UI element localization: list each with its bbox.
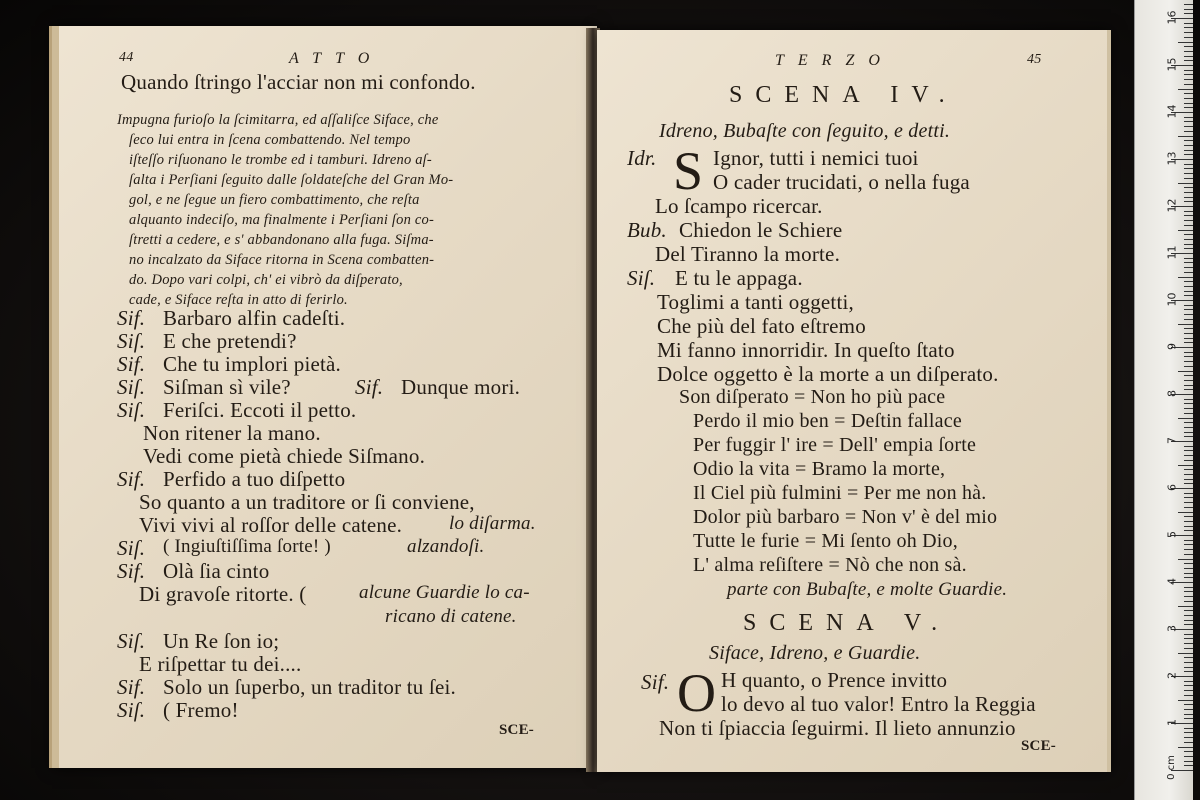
ruler-tick: [1184, 234, 1193, 235]
ruler-number: 8: [1165, 390, 1179, 397]
ruler-tick: [1184, 305, 1193, 306]
drop-cap: S: [673, 141, 704, 201]
dialogue-line: Del Tiranno la morte.: [655, 242, 841, 266]
ruler-number: 4: [1165, 578, 1179, 585]
ruler-tick: [1184, 728, 1193, 729]
ruler-tick: [1184, 681, 1193, 682]
ruler-tick: [1178, 89, 1193, 90]
dialogue-line: Toglimi a tanti oggetti,: [657, 290, 854, 314]
ruler-tick: [1184, 295, 1193, 296]
ruler-tick: [1184, 286, 1193, 287]
ruler-tick: [1184, 4, 1193, 5]
stage-direction-line: ſalta i Perſiani ſeguito dalle ſoldateſche del Gran Mo-: [129, 172, 454, 188]
speaker-tag: Sif.: [117, 559, 146, 583]
dialogue-line: O cader trucidati, o nella fuga: [713, 170, 970, 194]
ruler-tick: [1184, 328, 1193, 329]
dialogue-line: Mi fanno innorridir. In queſto ſtato: [657, 338, 955, 362]
speaker-tag: Siſ.: [117, 629, 146, 653]
stage-direction: ricano di catene.: [385, 606, 517, 627]
ruler-tick: [1184, 732, 1193, 733]
ruler-tick: [1184, 93, 1193, 94]
ruler-tick: [1184, 638, 1193, 639]
ruler-tick: [1184, 469, 1193, 470]
ruler-tick: [1184, 27, 1193, 28]
speaker-tag: Bub.: [627, 218, 667, 242]
catchword-right: SCE-: [1021, 738, 1056, 754]
ruler-tick: [1178, 277, 1193, 278]
ruler-tick: [1184, 460, 1193, 461]
stage-direction-line: no incalzato da Siface ritorna in Scena combatten-: [129, 252, 435, 268]
ruler-tick: [1184, 704, 1193, 705]
ruler-tick: [1184, 624, 1193, 625]
ruler-tick: [1184, 150, 1193, 151]
ruler-tick: [1184, 577, 1193, 578]
ruler-tick: [1178, 230, 1193, 231]
dialogue-line: Vivi vivi al roſſor delle catene.: [139, 513, 403, 537]
ruler-tick: [1184, 403, 1193, 404]
ruler-tick: [1184, 413, 1193, 414]
ruler-tick: [1184, 450, 1193, 451]
ruler-tick: [1184, 751, 1193, 752]
speaker-tag: Sif.: [117, 675, 146, 699]
dialogue-line: Olà ſia cinto: [163, 559, 270, 583]
right-page: [597, 30, 1111, 772]
ruler-tick: [1184, 615, 1193, 616]
ruler-tick: [1184, 427, 1193, 428]
scene-cast: Siface, Idreno, e Guardie.: [709, 642, 921, 664]
stage-direction-line: ſtretti a cedere, e s' abbandonano alla fuga. Siſma-: [129, 232, 434, 248]
aria-line: Per fuggir l' ire = Dell' empia ſorte: [693, 434, 977, 456]
ruler-tick: [1184, 709, 1193, 710]
speaker-tag: Siſ.: [117, 536, 146, 560]
ruler-tick: [1184, 262, 1193, 263]
ruler-tick: [1184, 201, 1193, 202]
ruler-tick: [1184, 84, 1193, 85]
ruler-tick: [1184, 192, 1193, 193]
stage-direction-line: gol, e ne ſegue un fiero combattimento, che reſta: [129, 192, 420, 208]
ruler-tick: [1184, 366, 1193, 367]
dialogue-line: E riſpettar tu dei....: [139, 652, 302, 676]
aria-line: L' alma reſiſtere = Nò che non sà.: [693, 554, 967, 576]
ruler-number: 11: [1165, 245, 1179, 260]
aria-line: Dolor più barbaro = Non v' è del mio: [693, 506, 998, 528]
stage-direction-line: cade, e Siface reſta in atto di ferirlo.: [129, 292, 348, 308]
speaker-tag: Idr.: [627, 146, 657, 170]
ruler-tick: [1184, 568, 1193, 569]
stage-direction: alzandoſi.: [407, 536, 485, 557]
dialogue-line: Lo ſcampo ricercar.: [655, 194, 823, 218]
ruler-tick: [1184, 352, 1193, 353]
ruler-tick: [1184, 248, 1193, 249]
ruler-number: 14: [1165, 104, 1179, 119]
ruler-tick: [1184, 718, 1193, 719]
ruler-tick: [1184, 483, 1193, 484]
ruler-tick: [1184, 291, 1193, 292]
ruler-unit-label: 0 cm: [1165, 755, 1177, 780]
ruler-tick: [1184, 587, 1193, 588]
ruler-tick: [1184, 549, 1193, 550]
ruler-tick: [1184, 408, 1193, 409]
ruler-tick: [1184, 74, 1193, 75]
ruler-tick: [1184, 563, 1193, 564]
ruler-tick: [1184, 695, 1193, 696]
aria-line: Son diſperato = Non ho più pace: [679, 386, 946, 408]
dialogue-line: So quanto a un traditore or ſi conviene,: [139, 490, 475, 514]
ruler-tick: [1184, 446, 1193, 447]
dialogue-line: Ignor, tutti i nemici tuoi: [713, 146, 919, 170]
ruler-tick: [1184, 356, 1193, 357]
ruler-tick: [1184, 338, 1193, 339]
ruler-number: 1: [1165, 719, 1179, 726]
dialogue-line: Un Re ſon io;: [163, 629, 280, 653]
ruler-number: 15: [1165, 57, 1179, 72]
catchword-left: SCE-: [499, 722, 534, 738]
ruler-tick: [1178, 606, 1193, 607]
stage-direction-line: do. Dopo vari colpi, ch' ei vibrò da diſperato,: [129, 272, 403, 288]
ruler-number: 6: [1165, 484, 1179, 491]
stage-direction: lo diſarma.: [449, 513, 536, 534]
speaker-tag: Siſ.: [117, 329, 146, 353]
ruler-tick: [1184, 601, 1193, 602]
stage-direction-line: ſeco lui entra in ſcena combattendo. Nel tempo: [129, 132, 411, 148]
dialogue-line: E tu le appaga.: [675, 266, 803, 290]
ruler-tick: [1184, 309, 1193, 310]
ruler-tick: [1184, 258, 1193, 259]
ruler-tick: [1184, 23, 1193, 24]
ruler-number: 13: [1165, 151, 1179, 166]
ruler-tick: [1184, 117, 1193, 118]
ruler-tick: [1184, 432, 1193, 433]
ruler-tick: [1184, 422, 1193, 423]
ruler-tick: [1184, 281, 1193, 282]
ruler-tick: [1184, 145, 1193, 146]
ruler-tick: [1184, 737, 1193, 738]
scene-heading: SCENA IV.: [729, 82, 958, 108]
ruler-tick: [1184, 554, 1193, 555]
ruler-number: 9: [1165, 343, 1179, 350]
dialogue-line: ( Fremo!: [163, 698, 239, 722]
speaker-tag: Sif.: [117, 352, 146, 376]
ruler-tick: [1184, 98, 1193, 99]
ruler-tick: [1184, 79, 1193, 80]
page-number-right: 45: [1027, 52, 1042, 67]
ruler-tick: [1184, 516, 1193, 517]
ruler-tick: [1184, 154, 1193, 155]
aria-line: Tutte le furie = Mi ſento oh Dio,: [693, 530, 958, 552]
ruler-tick: [1184, 389, 1193, 390]
ruler-tick: [1184, 314, 1193, 315]
ruler-tick: [1184, 671, 1193, 672]
ruler-tick: [1184, 32, 1193, 33]
ruler-number: 10: [1165, 292, 1179, 307]
ruler-tick: [1184, 164, 1193, 165]
ruler-tick: [1184, 502, 1193, 503]
stage-direction-line: iſteſſo riſuonano le trombe ed i tamburi. Idreno aſ-: [129, 152, 432, 168]
ruler-tick: [1184, 634, 1193, 635]
ruler-tick: [1184, 319, 1193, 320]
ruler-tick: [1184, 685, 1193, 686]
dialogue-line: Dolce oggetto è la morte a un diſperato.: [657, 362, 999, 386]
ruler-tick: [1184, 220, 1193, 221]
ruler-tick: [1184, 544, 1193, 545]
dialogue-line: Non ritener la mano.: [143, 421, 321, 445]
ruler-tick: [1184, 178, 1193, 179]
ruler-tick: [1178, 653, 1193, 654]
running-head-left: ATTO: [289, 50, 384, 67]
ruler-tick: [1184, 375, 1193, 376]
dialogue-line: lo devo al tuo valor! Entro la Reggia: [721, 692, 1036, 716]
ruler-tick: [1184, 596, 1193, 597]
ruler-tick: [1184, 540, 1193, 541]
ruler-tick: [1184, 667, 1193, 668]
ruler-tick: [1184, 648, 1193, 649]
drop-cap: O: [677, 663, 716, 723]
scene-heading: SCENA V.: [743, 610, 951, 636]
ruler-tick: [1184, 272, 1193, 273]
dialogue-line: ( Ingiuſtiſſima ſorte! ): [163, 536, 331, 557]
dialogue-line: Barbaro alfin cadeſti.: [163, 306, 346, 330]
ruler-number: 3: [1165, 625, 1179, 632]
dialogue-line: Vedi come pietà chiede Siſmano.: [143, 444, 426, 468]
running-head-right: TERZO: [775, 52, 894, 69]
ruler-tick: [1184, 168, 1193, 169]
ruler-tick: [1184, 107, 1193, 108]
ruler-tick: [1184, 37, 1193, 38]
ruler-tick: [1184, 765, 1193, 766]
verse-line: Quando ſtringo l'acciar non mi confondo.: [121, 70, 476, 94]
ruler-tick: [1184, 662, 1193, 663]
ruler-tick: [1178, 418, 1193, 419]
dialogue-line: Siſman sì vile?: [163, 375, 291, 399]
ruler-tick: [1184, 761, 1193, 762]
ruler-number: 5: [1165, 531, 1179, 538]
ruler-tick: [1184, 530, 1193, 531]
ruler-tick: [1184, 756, 1193, 757]
ruler-number: 7: [1165, 437, 1179, 444]
ruler-tick: [1184, 591, 1193, 592]
ruler-tick: [1184, 493, 1193, 494]
ruler-tick: [1184, 742, 1193, 743]
ruler-tick: [1184, 361, 1193, 362]
dialogue-line: Di gravoſe ritorte. (: [139, 582, 307, 606]
ruler-tick: [1184, 479, 1193, 480]
aria-line: Il Ciel più fulmini = Per me non hà.: [693, 482, 987, 504]
ruler-tick: [1184, 385, 1193, 386]
page-number-left: 44: [119, 50, 134, 65]
stage-direction-line: alquanto indeciſo, ma finalmente i Perſiani ſon co-: [129, 212, 434, 228]
aria-line: Perdo il mio ben = Deſtin fallace: [693, 410, 962, 432]
ruler-tick: [1184, 380, 1193, 381]
speaker-tag: Siſ.: [117, 398, 146, 422]
speaker-tag: Sif.: [117, 467, 146, 491]
ruler-tick: [1184, 497, 1193, 498]
ruler-tick: [1178, 324, 1193, 325]
ruler-tick: [1178, 512, 1193, 513]
ruler-tick: [1184, 60, 1193, 61]
ruler-tick: [1184, 436, 1193, 437]
ruler-tick: [1184, 13, 1193, 14]
ruler-tick: [1184, 620, 1193, 621]
ruler-tick: [1184, 46, 1193, 47]
speaker-tag: Sif.: [117, 306, 146, 330]
ruler-tick: [1178, 136, 1193, 137]
ruler-tick: [1184, 507, 1193, 508]
dialogue-line: H quanto, o Prence invitto: [721, 668, 948, 692]
dialogue-line: Solo un ſuperbo, un traditor tu ſei.: [163, 675, 456, 699]
stage-direction: alcune Guardie lo ca-: [359, 582, 530, 603]
dialogue-line: E che pretendi?: [163, 329, 297, 353]
ruler-tick: [1178, 559, 1193, 560]
dialogue-line: Chiedon le Schiere: [679, 218, 843, 242]
speaker-tag: Sif.: [355, 375, 384, 399]
ruler-number: 16: [1165, 10, 1179, 25]
ruler-tick: [1184, 474, 1193, 475]
ruler-tick: [1184, 244, 1193, 245]
ruler-tick: [1184, 573, 1193, 574]
dialogue-line: Che tu implori pietà.: [163, 352, 342, 376]
ruler-tick: [1184, 657, 1193, 658]
ruler-tick: [1184, 333, 1193, 334]
ruler-number: 2: [1165, 672, 1179, 679]
speaker-tag: Siſ.: [627, 266, 656, 290]
dialogue-line: Feriſci. Eccoti il petto.: [163, 398, 357, 422]
measurement-ruler: [1134, 0, 1193, 800]
ruler-tick: [1184, 267, 1193, 268]
left-page: [52, 26, 597, 768]
ruler-number: 12: [1165, 198, 1179, 213]
dialogue-line: Perfido a tuo diſpetto: [163, 467, 346, 491]
ruler-tick: [1178, 183, 1193, 184]
speaker-tag: Siſ.: [117, 698, 146, 722]
ruler-tick: [1184, 187, 1193, 188]
ruler-tick: [1184, 521, 1193, 522]
ruler-tick: [1184, 399, 1193, 400]
ruler-tick: [1184, 643, 1193, 644]
ruler-tick: [1178, 747, 1193, 748]
speaker-tag: Sif.: [641, 670, 670, 694]
ruler-tick: [1178, 42, 1193, 43]
dialogue-line: Che più del fato eſtremo: [657, 314, 866, 338]
ruler-tick: [1184, 526, 1193, 527]
ruler-tick: [1184, 9, 1193, 10]
ruler-tick: [1184, 215, 1193, 216]
ruler-tick: [1184, 51, 1193, 52]
dialogue-line: Non ti ſpiaccia ſeguirmi. Il lieto annunzio: [659, 716, 1016, 740]
ruler-tick: [1184, 197, 1193, 198]
ruler-tick: [1178, 371, 1193, 372]
ruler-tick: [1184, 211, 1193, 212]
dialogue-line: Dunque mori.: [401, 375, 521, 399]
ruler-tick: [1184, 173, 1193, 174]
ruler-tick: [1184, 690, 1193, 691]
ruler-tick: [1184, 610, 1193, 611]
ruler-tick: [1184, 239, 1193, 240]
ruler-tick: [1178, 700, 1193, 701]
ruler-tick: [1184, 225, 1193, 226]
ruler-tick: [1184, 342, 1193, 343]
scene-cast: Idreno, Bubaſte con ſeguito, e detti.: [659, 120, 951, 142]
ruler-tick: [1184, 126, 1193, 127]
ruler-tick: [1184, 103, 1193, 104]
speaker-tag: Siſ.: [117, 375, 146, 399]
ruler-tick: [1184, 140, 1193, 141]
ruler-tick: [1184, 131, 1193, 132]
ruler-tick: [1184, 121, 1193, 122]
stage-direction: parte con Bubaſte, e molte Guardie.: [727, 579, 1008, 600]
stage-direction-line: Impugna furioſo la ſcimitarra, ed aſſaliſce Siface, che: [117, 112, 439, 128]
ruler-tick: [1184, 70, 1193, 71]
ruler-tick: [1184, 455, 1193, 456]
aria-line: Odio la vita = Bramo la morte,: [693, 458, 946, 480]
ruler-tick: [1184, 56, 1193, 57]
ruler-tick: [1178, 465, 1193, 466]
ruler-tick: [1184, 714, 1193, 715]
